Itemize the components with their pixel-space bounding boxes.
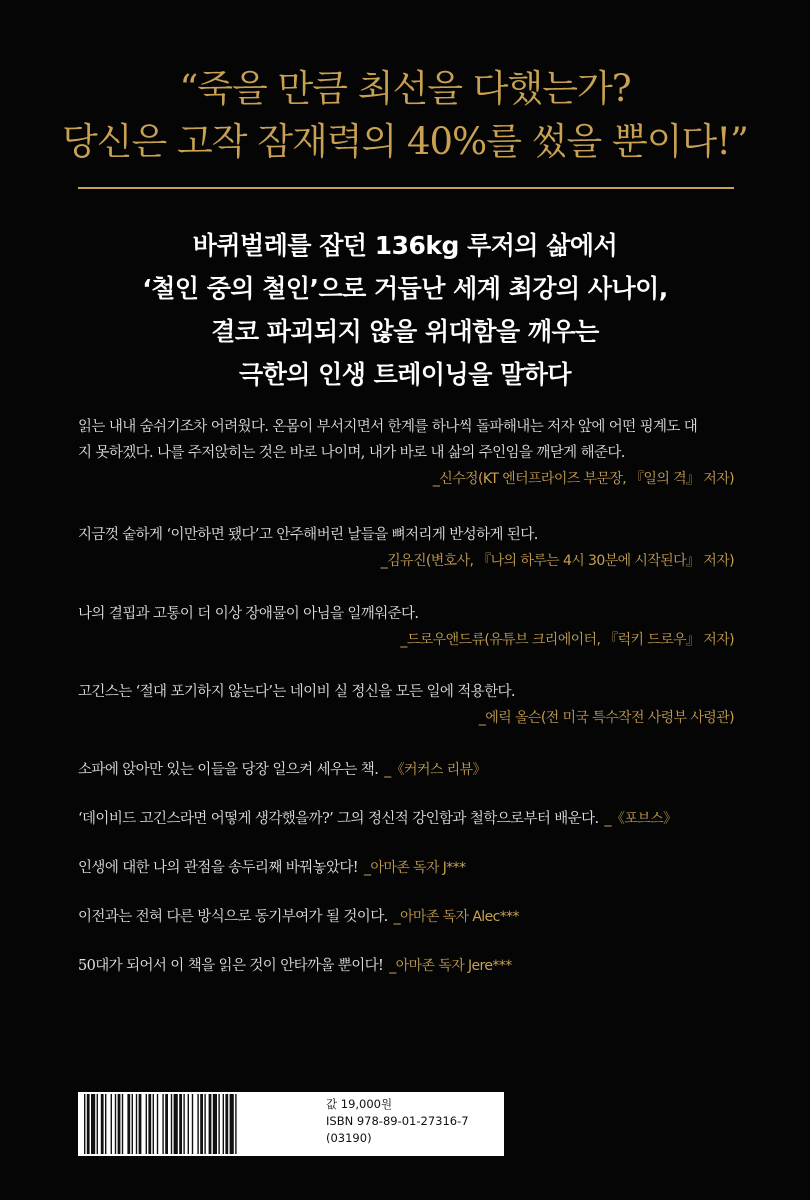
review-attribution: _드로우앤드류(유튜브 크리에이터, 『럭키 드로우』 저자) <box>400 632 734 648</box>
short-review-1 <box>78 757 734 783</box>
headline <box>0 62 810 168</box>
review-2 <box>78 522 734 574</box>
barcode-box <box>78 1092 504 1156</box>
price-isbn-box <box>326 1096 504 1147</box>
gold-divider <box>78 187 734 189</box>
headline-line-2: 당신은 고작 잠재력의 40%를 썼을 뿐이다!” <box>62 120 748 163</box>
short-review-4 <box>78 904 734 930</box>
barcode-icon <box>82 1094 318 1154</box>
subhead-line-4: 극한의 인생 트레이닝을 말하다 <box>238 360 572 389</box>
review-4 <box>78 679 734 731</box>
review-text: 50대가 되어서 이 책을 읽은 것이 안타까울 뿐이다! <box>78 958 384 974</box>
subhead <box>0 224 810 396</box>
review-text: 나의 결핍과 고통이 더 이상 장애물이 아님을 일깨워준다. <box>78 606 419 622</box>
review-1 <box>78 414 734 492</box>
short-review-2 <box>78 806 734 832</box>
subhead-line-2: ‘철인 중의 철인’으로 거듭난 세계 최강의 사나이, <box>142 274 668 303</box>
review-attribution: _아마존 독자 Alec*** <box>393 909 519 925</box>
review-attribution: _에릭 올슨(전 미국 특수작전 사령부 사령관) <box>478 710 734 726</box>
review-text: 지 못하겠다. 나를 주저앉히는 것은 바로 나이며, 내가 바로 내 삶의 주인임을 깨닫게 해준다. <box>78 445 625 461</box>
review-text: ‘데이비드 고긴스라면 어떻게 생각했을까?’ 그의 정신적 강인함과 철학으로부터 배운다. <box>78 811 599 827</box>
review-attribution: _아마존 독자 Jere*** <box>389 958 512 974</box>
review-text: 읽는 내내 숨쉬기조차 어려웠다. 온몸이 부서지면서 한계를 하나씩 돌파해내는 저자 앞에 어떤 핑계도 대 <box>78 419 698 435</box>
review-text: 고긴스는 ‘절대 포기하지 않는다’는 네이비 실 정신을 모든 일에 적용한다. <box>78 684 515 700</box>
subhead-line-3: 결코 파괴되지 않을 위대함을 깨우는 <box>211 317 599 346</box>
review-attribution: _신수정(KT 엔터프라이즈 부문장, 『일의 격』 저자) <box>432 471 734 487</box>
review-text: 지금껏 숱하게 ‘이만하면 됐다’고 안주해버린 날들을 뼈저리게 반성하게 된다. <box>78 527 538 543</box>
price-label: 값 19,000원 <box>326 1097 393 1111</box>
headline-line-1: “죽을 만큼 최선을 다했는가? <box>179 67 631 110</box>
review-attribution: _김유진(변호사, 『나의 하루는 4시 30분에 시작된다』 저자) <box>380 553 734 569</box>
review-text: 이전과는 전혀 다른 방식으로 동기부여가 될 것이다. <box>78 909 388 925</box>
short-review-5 <box>78 953 734 979</box>
review-attribution: _《커커스 리뷰》 <box>384 762 486 778</box>
review-3 <box>78 601 734 653</box>
review-attribution: _아마존 독자 J*** <box>364 860 466 876</box>
subhead-line-1: 바퀴벌레를 잡던 136kg 루저의 삶에서 <box>192 231 618 260</box>
review-text: 소파에 앉아만 있는 이들을 당장 일으켜 세우는 책. <box>78 762 379 778</box>
short-review-3 <box>78 855 734 881</box>
review-text: 인생에 대한 나의 관점을 송두리째 바꿔놓았다! <box>78 860 359 876</box>
review-attribution: _《포브스》 <box>604 811 677 827</box>
isbn-label: ISBN 978-89-01-27316-7 (03190) <box>326 1114 469 1145</box>
